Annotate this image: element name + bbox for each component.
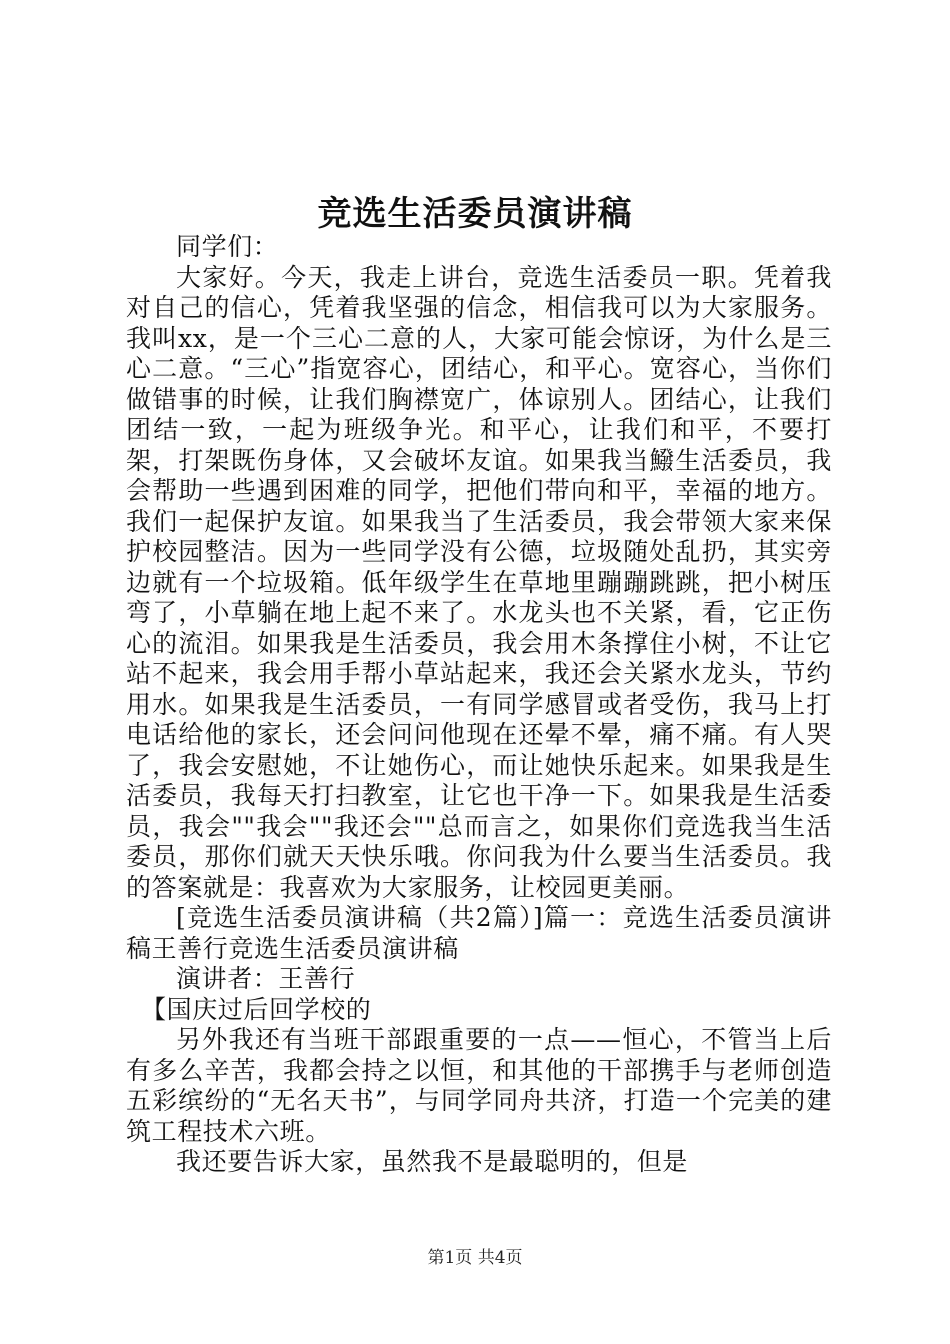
body-paragraph: [竞选生活委员演讲稿（共2篇）]篇一：竞选生活委员演讲稿王善行竞选生活委员演讲稿 <box>126 903 832 963</box>
body-paragraph: 我还要告诉大家，虽然我不是最聪明的，但是 <box>176 1147 689 1176</box>
document-body <box>126 232 832 1178</box>
document-title: 竞选生活委员演讲稿 <box>317 194 633 234</box>
body-paragraph: 另外我还有当班干部跟重要的一点——恒心，不管当上后有多么辛苦，我都会持之以恒，和其他的干部携手与老师创造五彩缤纷的“无名天书”，与同学同舟共济，打造一个完美的建筑工程技术六班。 <box>126 1025 832 1146</box>
page-footer: 第1页 共4页 <box>427 1248 523 1268</box>
salutation: 同学们： <box>176 232 279 261</box>
body-paragraph: 【国庆过后回学校的 <box>141 994 372 1024</box>
speaker-line: 演讲者：王善行 <box>176 964 356 993</box>
body-paragraph: 大家好。今天，我走上讲台，竞选生活委员一职。凭着我对自己的信心，凭着我坚强的信念，相信我可以为大家服务。我叫xx，是一个三心二意的人，大家可能会惊讶，为什么是三心二意。“三心”指宽容心，团结心，和平心。宽容心，当你们做错事的时候，让我们胸襟宽广，体谅别人。团结心，让我们团结一致，一起为班级争光。和平心，让我们和平，不要打架，打架既伤身体，又会破坏友谊。如果我当鱍生活委员，我会帮助一些遇到困难的同学，把他们带向和平，幸福的地方。我们一起保护友谊。如果我当了生活委员，我会带领大家来保护校园整洁。因为一些同学没有公德，垃圾随处乱扔，其实旁边就有一个垃圾箱。低年级学生在草地里蹦蹦跳跳，把小树压弯了，小草躺在地上起不来了。水龙头也不关紧，看，它正伤心的流泪。如果我是生活委员，我会用木条撑住小树，不让它站不起来，我会用手帮小草站起来，我还会关紧水龙头，节约用水。如果我是生活委员，一有同学感冒或者受伤，我马上打电话给他的家长，还会问问他现在还晕不晕，痛不痛。有人哭了，我会安慰她，不让她伤心，而让她快乐起来。如果我是生活委员，我每天打扫教室，让它也干净一下。如果我是生活委员，我会""我会""我还会""总而言之，如果你们竞选我当生活委员，那你们就天天快乐哦。你问我为什么要当生活委员。我的答案就是：我喜欢为大家服务，让校园更美丽。 <box>126 262 832 902</box>
